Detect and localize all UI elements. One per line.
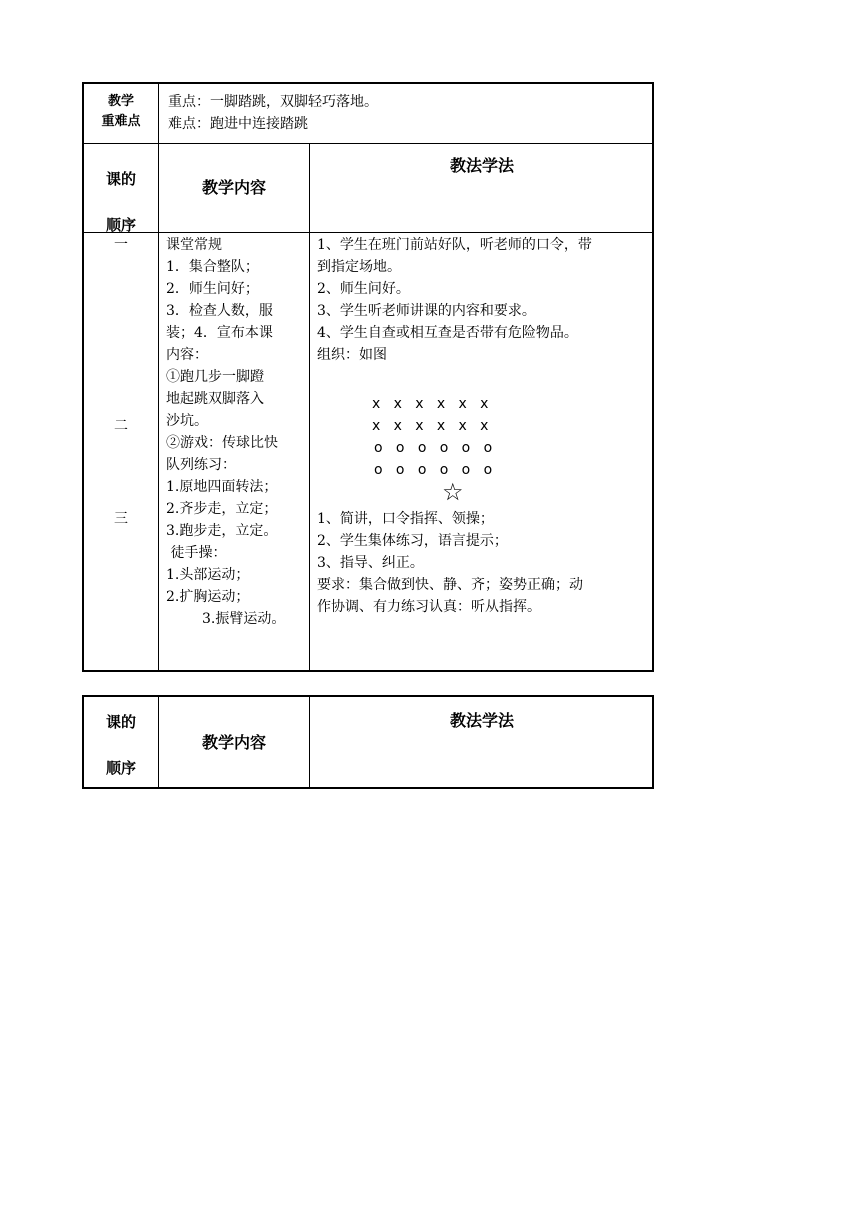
star-icon: ☆ [442,478,464,506]
content-list [166,234,308,630]
content-line: 1．集合整队； [166,259,259,275]
difficulty-line: 难点：跑进中连接踏跳 [168,116,308,132]
content-line: ②游戏：传球比快 [166,435,278,451]
header-order-line1: 课的 [105,713,136,731]
method-line: 2、师生问好。 [317,281,410,297]
formation-x-row: x x x x x x [372,418,489,434]
formation-o-row: o o o o o o [374,462,493,478]
content-line: 装；4．宣布本课 [166,325,273,341]
content-line: 2.扩胸运动； [166,589,250,605]
header-order-line1: 课的 [105,170,136,188]
method-line: 1、简讲，口令指挥、领操； [317,511,494,527]
content-line: 2.齐步走，立定； [166,501,278,517]
lesson-plan-table [82,82,654,672]
focus-label-line2: 重难点 [101,114,141,129]
focus-line: 重点：一脚踏跳，双脚轻巧落地。 [168,94,378,110]
header-content: 教学内容 [201,733,266,752]
focus-label [84,92,158,132]
content-line: 3．检查人数，服 [166,303,273,319]
header-order-line2: 顺序 [105,759,136,777]
content-line: 课堂常规 [166,237,222,253]
focus-text [168,91,648,135]
method-line: 4、学生自查或相互查是否带有危险物品。 [317,325,578,341]
header-order [84,699,158,791]
method-line: 1、学生在班门前站好队，听老师的口令，带 [317,237,592,253]
column-divider [158,84,159,672]
method-line: 3、学生听老师讲课的内容和要求。 [317,303,536,319]
lesson-plan-table-2 [82,695,654,789]
method-line: 组织：如图 [317,347,387,363]
formation-diagram [372,396,572,506]
table-divider [84,143,652,144]
content-line: ①跑几步一脚蹬 [166,369,264,385]
content-line: 2．师生问好； [166,281,259,297]
order-number: 三 [114,511,128,527]
header-content: 教学内容 [201,178,266,197]
content-line: 内容： [166,347,208,363]
method-line: 3、指导、纠正。 [317,555,424,571]
formation-x-row: x x x x x x [372,396,489,412]
header-method: 教法学法 [449,156,514,175]
focus-label-line1: 教学 [107,94,134,109]
order-number: 二 [114,418,128,434]
content-line: 3.跑步走，立定。 [166,523,278,539]
content-line: 队列练习： [166,457,236,473]
content-line: 徒手操： [166,545,227,561]
method-line: 2、学生集体练习，语言提示； [317,533,508,549]
content-line: 1.原地四面转法； [166,479,278,495]
column-divider [309,143,310,672]
content-line: 1.头部运动； [166,567,250,583]
header-order-line2: 顺序 [105,216,136,234]
method-list-bottom [317,508,653,618]
method-list-top [317,234,653,366]
method-line: 要求：集合做到快、静、齐；姿势正确；动 [317,577,583,593]
content-line: 沙坑。 [166,413,208,429]
content-line: 地起跳双脚落入 [166,391,264,407]
method-line: 到指定场地。 [317,259,401,275]
content-line: 3.振臂运动。 [202,611,286,627]
method-line: 作协调、有力练习认真：听从指挥。 [317,599,541,615]
header-method: 教法学法 [449,711,514,730]
order-number: 一 [114,237,128,253]
table-divider [84,232,652,233]
formation-o-row: o o o o o o [374,440,493,456]
